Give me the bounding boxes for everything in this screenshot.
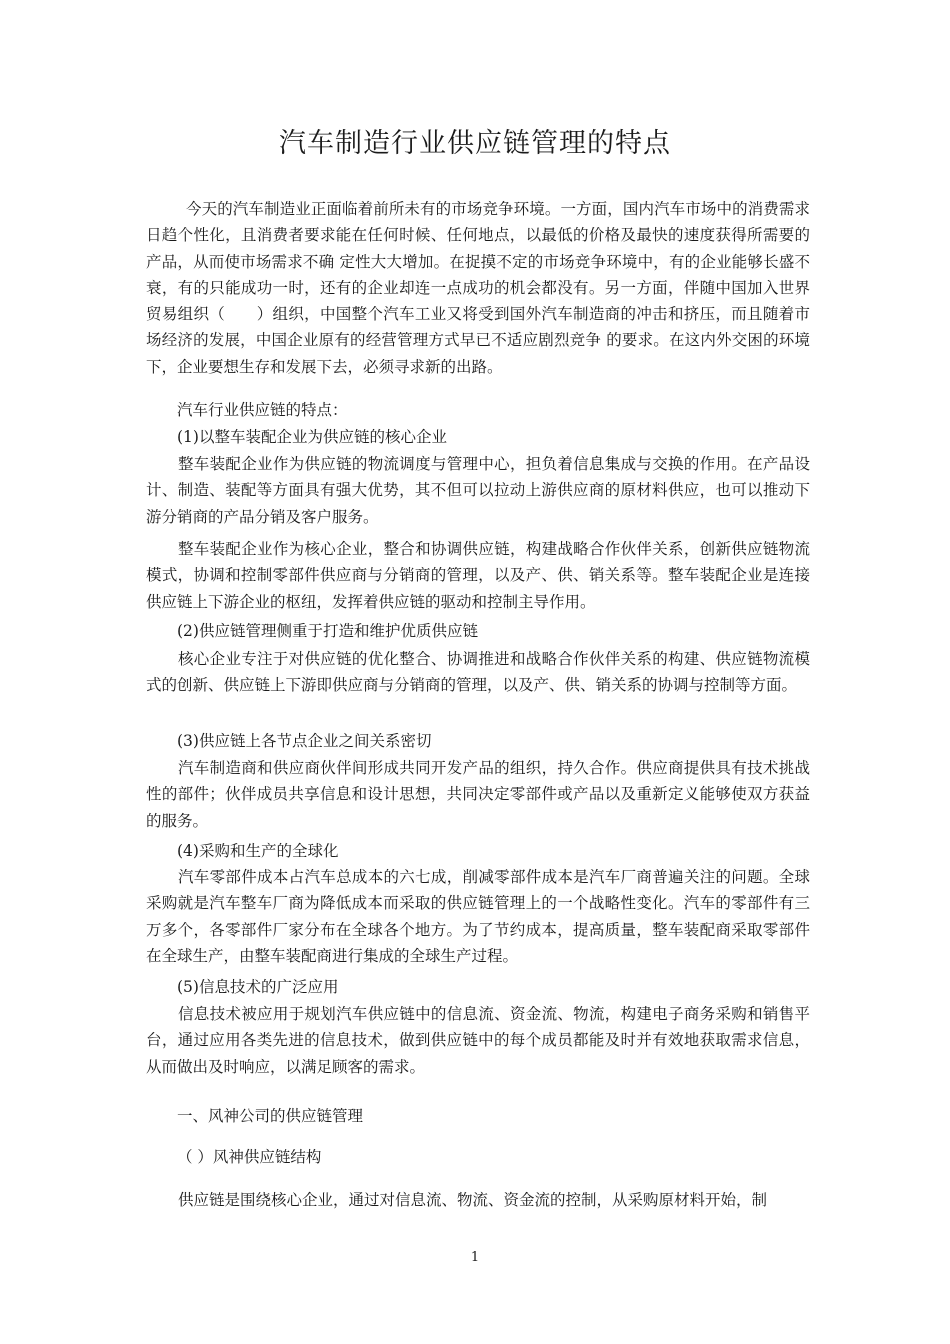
section-1-heading: 一、风神公司的供应链管理 (177, 1107, 364, 1125)
last-paragraph: 供应链是围绕核心企业，通过对信息流、物流、资金流的控制，从采购原材料开始，制 (178, 1191, 768, 1209)
feature-2-heading: (2)供应链管理侧重于打造和维护优质供应链 (177, 622, 478, 640)
section-1-subheading: （ ）风神供应链结构 (177, 1148, 322, 1166)
feature-4-paragraph-block (146, 864, 810, 969)
feature-2-paragraph-block (146, 646, 810, 699)
feature-3-paragraph-block (146, 755, 810, 834)
feature-4-heading: (4)采购和生产的全球化 (177, 842, 339, 860)
feature-1-paragraph-2: 整车装配企业作为核心企业，整合和协调供应链，构建战略合作伙伴关系，创新供应链物流模式，协调和控制零部件供应商与分销商的管理，以及产、供、销关系等。整车装配企业是连接供应链上下游企业的枢纽，发挥着供应链的驱动和控制主导作用。 (146, 540, 810, 611)
page-number: 1 (470, 1250, 480, 1265)
page-title: 汽车制造行业供应链管理的特点 (279, 128, 671, 159)
feature-4-paragraph: 汽车零部件成本占汽车总成本的六七成，削减零部件成本是汽车厂商普遍关注的问题。全球采购就是汽车整车厂商为降低成本而采取的供应链管理上的一个战略性变化。汽车的零部件有三万多个，各零部件厂家分布在全球各个地方。为了节约成本，提高质量，整车装配商采取零部件在全球生产，由整车装配商进行集成的全球生产过程。 (146, 868, 810, 965)
feature-1-paragraph-1-block (146, 451, 810, 530)
feature-3-paragraph: 汽车制造商和供应商伙伴间形成共同开发产品的组织，持久合作。供应商提供具有技术挑战性的部件；伙伴成员共享信息和设计思想，共同决定零部件或产品以及重新定义能够使双方获益的服务。 (146, 759, 810, 830)
feature-3-heading: (3)供应链上各节点企业之间关系密切 (177, 732, 432, 750)
feature-5-paragraph: 信息技术被应用于规划汽车供应链中的信息流、资金流、物流，构建电子商务采购和销售平台，通过应用各类先进的信息技术，做到供应链中的每个成员都能及时并有效地获取需求信息，从而做出及时响应，以满足顾客的需求。 (146, 1005, 810, 1076)
feature-1-paragraph-1: 整车装配企业作为供应链的物流调度与管理中心，担负着信息集成与交换的作用。在产品设计、制造、装配等方面具有强大优势，其不但可以拉动上游供应商的原材料供应，也可以推动下游分销商的产品分销及客户服务。 (146, 455, 810, 526)
features-heading: 汽车行业供应链的特点： (177, 401, 348, 419)
intro-paragraph-block (146, 196, 810, 380)
feature-1-heading: (1)以整车装配企业为供应链的核心企业 (177, 428, 447, 446)
feature-5-heading: (5)信息技术的广泛应用 (177, 978, 339, 996)
feature-2-paragraph: 核心企业专注于对供应链的优化整合、协调推进和战略合作伙伴关系的构建、供应链物流模式的创新、供应链上下游即供应商与分销商的管理，以及产、供、销关系的协调与控制等方面。 (146, 650, 810, 695)
last-paragraph-block (146, 1187, 810, 1213)
feature-5-paragraph-block (146, 1001, 810, 1080)
intro-paragraph: 今天的汽车制造业正面临着前所未有的市场竞争环境。一方面，国内汽车市场中的消费需求日趋个性化，且消费者要求能在任何时候、任何地点，以最低的价格及最快的速度获得所需要的产品，从而使市场需求不确 定性大大增加。在捉摸不定的市场竞争环境中，有的企业能够长盛不衰，有的只能成功一时，还有的企业却连一点成功的机会都没有。另一方面，伴随中国加入世界 贸易组织（ ）组织，中国整个汽车工业又将受到国外汽车制造商的冲击和挤压，而且随着市场经济的发展，中国企业原有的经营管理方式早已不适应剧烈竞争 的要求。在这内外交困的环境下，企业要想生存和发展下去，必须寻求新的出路。 (146, 200, 810, 376)
feature-1-paragraph-2-block (146, 536, 810, 615)
